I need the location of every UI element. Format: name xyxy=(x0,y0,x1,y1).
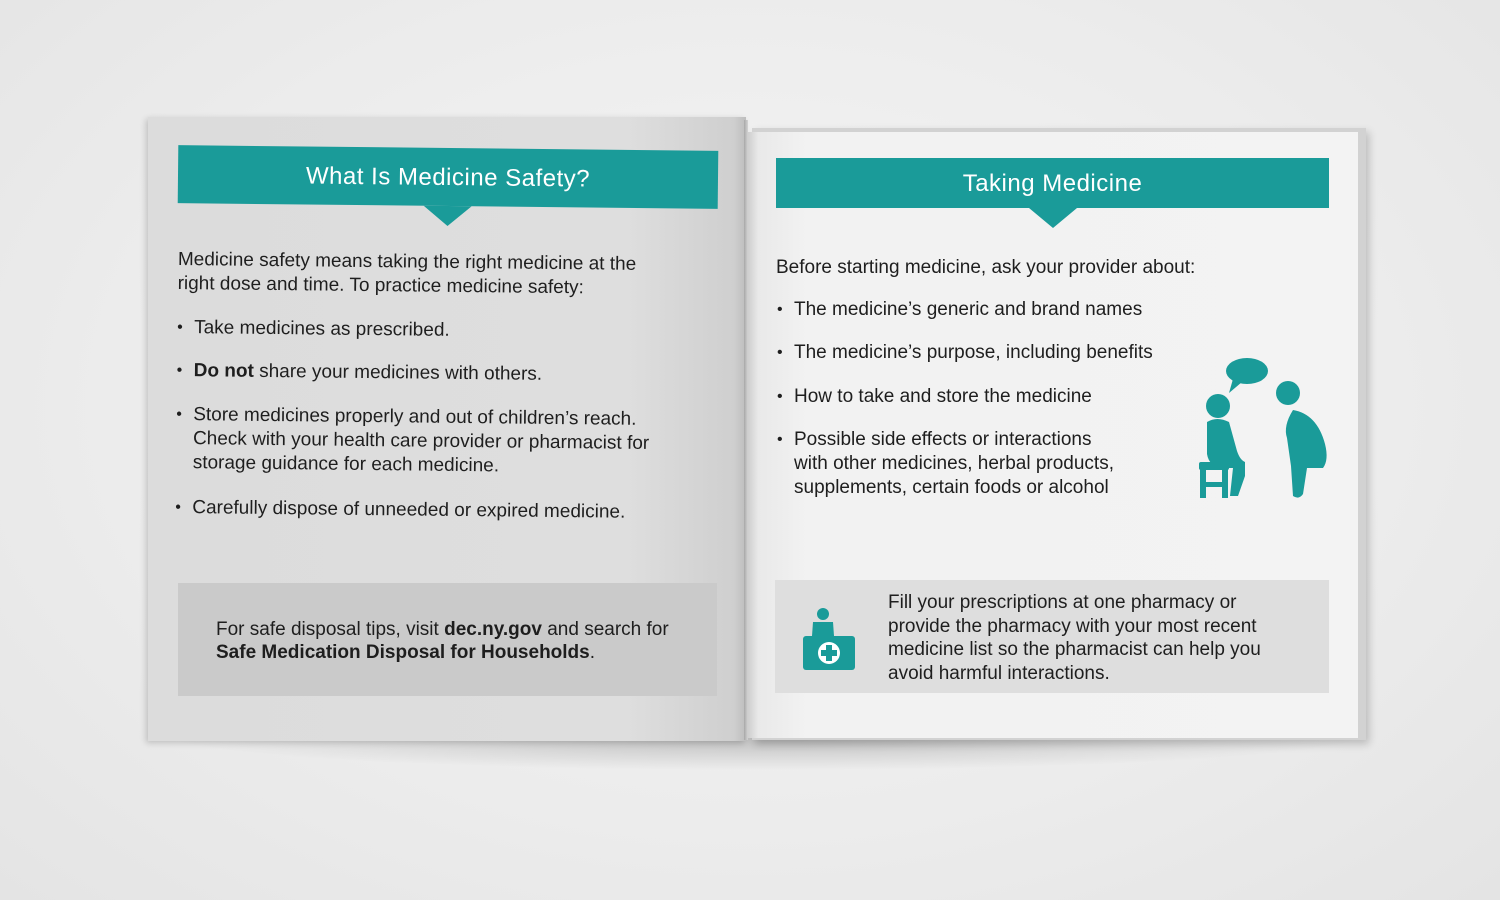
bullet-dot: • xyxy=(777,344,783,361)
list-item: • Possible side effects or interactions with other medicines, herbal products, supplements, certain foods or alcohol xyxy=(777,429,1114,498)
bullet-dot: • xyxy=(175,498,181,517)
list-item: • Do not share your medicines with others. xyxy=(176,360,543,385)
bullet-dot: • xyxy=(777,388,783,405)
list-item: • Take medicines as prescribed. xyxy=(177,317,450,341)
left-intro-line1: Medicine safety means taking the right medicine at the xyxy=(177,248,637,275)
right-callout-line2: provide the pharmacy with your most recent xyxy=(888,616,1257,637)
list-item: • The medicine’s generic and brand names xyxy=(777,299,1143,320)
left-intro-line2: right dose and time. To practice medicine safety: xyxy=(177,272,584,299)
left-callout-line1: For safe disposal tips, visit dec.ny.gov and search for xyxy=(216,619,669,640)
banner-pointer xyxy=(423,206,471,227)
right-callout-line3: medicine list so the pharmacist can help you xyxy=(888,639,1261,660)
brochure-spine xyxy=(744,120,748,740)
right-page-heading-banner xyxy=(776,158,1329,208)
list-item: • How to take and store the medicine xyxy=(777,386,1092,407)
left-callout-box xyxy=(178,583,717,696)
list-item: • Store medicines properly and out of children’s reach. Check with your health care provider or pharmacist for storage guidance for each medicine. xyxy=(176,404,650,477)
conversation-icon xyxy=(1195,356,1335,500)
bullet-dot: • xyxy=(176,405,182,424)
bullet-dot: • xyxy=(777,301,783,318)
bullet-dot: • xyxy=(777,431,783,448)
bullet-dot: • xyxy=(177,318,183,337)
list-item: • Carefully dispose of unneeded or expired medicine. xyxy=(175,497,626,523)
right-callout-line1: Fill your prescriptions at one pharmacy or xyxy=(888,592,1237,613)
right-page-heading: Taking Medicine xyxy=(962,170,1143,197)
bullet-dot: • xyxy=(176,361,183,380)
left-page-heading: What Is Medicine Safety? xyxy=(305,162,591,193)
left-page-body xyxy=(175,248,718,554)
banner-pointer xyxy=(1029,208,1077,228)
right-callout-line4: avoid harmful interactions. xyxy=(888,663,1110,684)
left-callout-line2: Safe Medication Disposal for Households. xyxy=(216,642,596,663)
left-page-heading-banner xyxy=(178,145,719,209)
list-item: • The medicine’s purpose, including benefits xyxy=(777,342,1153,363)
pharmacy-counter-icon xyxy=(803,608,855,670)
bold-emphasis: Do not xyxy=(193,360,254,382)
right-callout-box xyxy=(775,580,1329,693)
right-intro: Before starting medicine, ask your provider about: xyxy=(776,257,1196,278)
disposal-link[interactable]: dec.ny.gov xyxy=(444,619,542,640)
